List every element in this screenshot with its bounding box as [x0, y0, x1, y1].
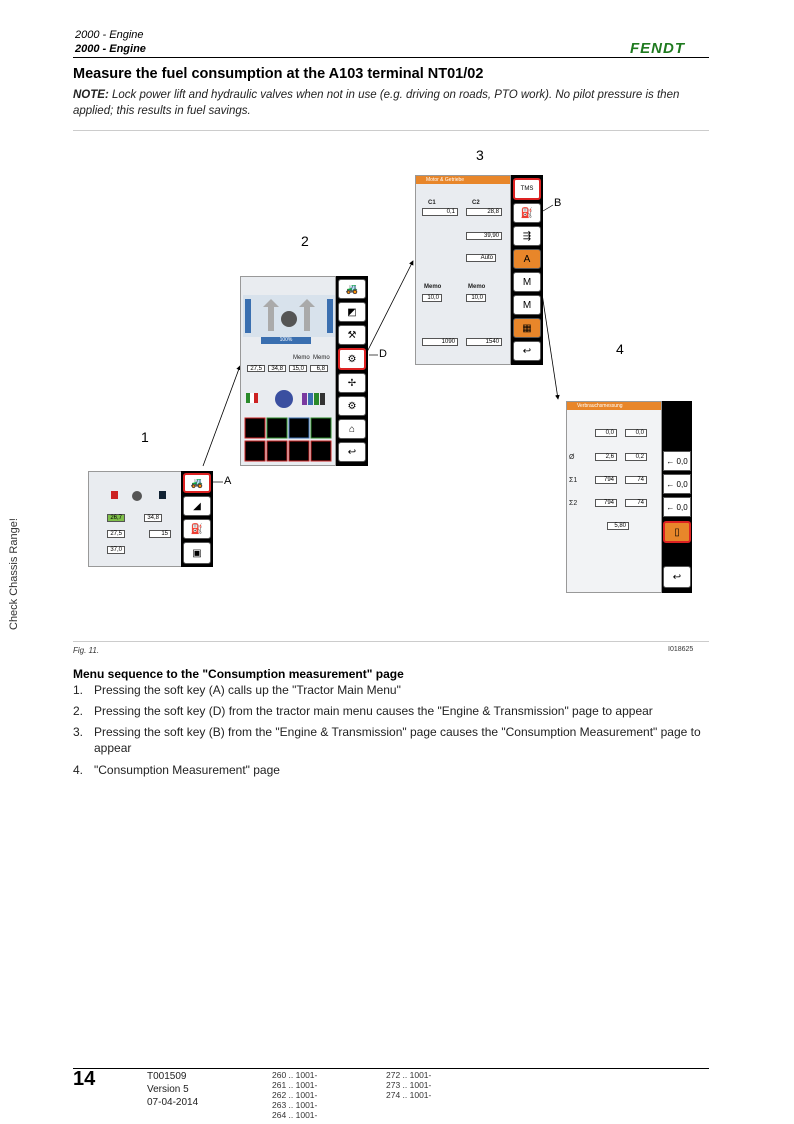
screen3-memo2-value: 10,0	[466, 294, 486, 302]
serial-range: 261 .. 1001-	[272, 1080, 318, 1090]
footer-serial-col-2	[386, 1070, 431, 1100]
screen2-memo-1: Memo	[293, 355, 310, 361]
valve-grid	[244, 417, 334, 463]
screen-3-engine-transmission	[415, 175, 511, 365]
list-item-number: 3.	[73, 725, 84, 739]
screen4-row0-b: 0,0	[625, 429, 647, 437]
screen4-avg-symbol: Ø	[569, 454, 575, 461]
screen3-memo1-value: 10,0	[422, 294, 442, 302]
screen3-memo-2: Memo	[468, 284, 486, 290]
footer-date: 07-04-2014	[147, 1097, 199, 1108]
screen3-c2-label: C2	[472, 200, 480, 206]
serial-range: 263 .. 1001-	[272, 1100, 318, 1110]
screen-2-tractor-menu	[240, 276, 336, 466]
screen3-auto-value: Auto	[466, 254, 496, 262]
lift-position-bar: 100%	[261, 337, 311, 344]
serial-range: 273 .. 1001-	[386, 1080, 432, 1090]
header-rule	[73, 57, 709, 58]
note-label: NOTE:	[73, 89, 109, 101]
screen4-row1-b: 0,2	[625, 453, 647, 461]
screen-4-softkeys	[662, 401, 692, 593]
footer-doc-number: T001509	[147, 1071, 187, 1082]
fendt-logo: FENDT	[630, 40, 685, 57]
arrow-2-to-3	[365, 261, 413, 356]
screen3-title-bar: Motor & Getriebe	[416, 176, 510, 184]
list-item	[73, 724, 709, 756]
list-item-number: 4.	[73, 763, 84, 777]
softkey-back-icon-3[interactable]: ↩	[513, 341, 541, 361]
screen-1-softkeys	[181, 471, 213, 567]
step-number-3: 3	[476, 147, 484, 163]
list-item-number: 1.	[73, 683, 84, 697]
softkey-back-icon-4[interactable]: ↩	[663, 566, 691, 588]
list-item-number: 2.	[73, 704, 84, 718]
softkey-b-consumption[interactable]: ⛽	[513, 203, 541, 223]
status-icon-row	[244, 387, 334, 409]
serial-range: 260 .. 1001-	[272, 1070, 318, 1080]
screen3-memo-1: Memo	[424, 284, 442, 290]
serial-range: 274 .. 1001-	[386, 1090, 432, 1100]
screen4-sum1-symbol: Σ1	[569, 477, 578, 484]
softkey-reset-sum1[interactable]: ← 0,0	[663, 474, 691, 494]
step-number-4: 4	[616, 341, 624, 357]
softkey-tractor-icon[interactable]: 🚜	[338, 279, 366, 299]
screen2-value-3: 15,0	[289, 365, 307, 372]
list-item-text: "Consumption Measurement" page	[94, 763, 280, 777]
callout-d: D	[379, 348, 387, 360]
page-title: Measure the fuel consumption at the A103 terminal NT01/02	[73, 66, 484, 82]
serial-range: 272 .. 1001-	[386, 1070, 432, 1080]
screen3-rpm-1: 1090	[422, 338, 458, 346]
screen2-memo-2: Memo	[313, 355, 330, 361]
list-item-text: Pressing the soft key (D) from the tractor main menu causes the "Engine & Transmission" page to appear	[94, 704, 653, 718]
softkey-d-engine-transmission[interactable]: ⚙	[338, 348, 366, 370]
screen-4-consumption-measurement	[566, 401, 662, 593]
section-title: Menu sequence to the "Consumption measurement" page	[73, 667, 404, 681]
callout-line-b	[543, 205, 553, 211]
screen4-title-bar: Verbrauchsmessung	[567, 402, 661, 410]
softkey-measure-toggle[interactable]: ▯	[663, 521, 691, 543]
softkey-back-icon[interactable]: ↩	[338, 442, 366, 462]
screen4-row3-b: 74	[625, 499, 647, 507]
callout-b: B	[554, 197, 562, 209]
screen4-row2-b: 74	[625, 476, 647, 484]
list-item	[73, 762, 709, 778]
softkey-rpm-icon[interactable]: ▦	[513, 318, 541, 338]
screen3-c2-value: 28,8	[466, 208, 502, 216]
footer-rule	[73, 1068, 709, 1069]
screen2-value-4: 6,8	[310, 365, 328, 372]
serial-range: 262 .. 1001-	[272, 1090, 318, 1100]
screen4-sum2-symbol: Σ2	[569, 500, 578, 507]
softkey-memo-icon-1[interactable]: M	[513, 272, 541, 292]
running-header-subsection: 2000 - Engine	[75, 43, 146, 55]
figure-caption: Fig. 11.	[73, 646, 100, 655]
softkey-reset-sum2[interactable]: ← 0,0	[663, 497, 691, 517]
screen2-value-1: 27,5	[247, 365, 265, 372]
screen4-row4: 5,80	[607, 522, 629, 530]
softkey-reset-avg[interactable]: ← 0,0	[663, 451, 691, 471]
screen-2-softkeys	[336, 276, 368, 466]
callout-a: A	[224, 475, 232, 487]
softkey-auto-icon[interactable]: A	[513, 249, 541, 269]
screen-3-softkeys	[511, 175, 543, 365]
footer-version: Version 5	[147, 1084, 189, 1095]
softkey-hydraulic-icon[interactable]: ⛽	[183, 519, 211, 539]
list-item	[73, 703, 709, 719]
screen1-value-4: 15	[149, 530, 171, 538]
figure-11	[73, 130, 709, 642]
screen3-c1-value: 0,1	[422, 208, 458, 216]
softkey-fuel-icon[interactable]: ▣	[183, 542, 211, 564]
footer-serial-col-1	[272, 1070, 317, 1120]
serial-range: 264 .. 1001-	[272, 1110, 318, 1120]
softkey-tms[interactable]: TMS	[513, 178, 541, 200]
running-header-section: 2000 - Engine	[75, 29, 144, 41]
softkey-transmission-icon[interactable]: ⇶	[513, 226, 541, 246]
list-item	[73, 682, 709, 698]
tractor-status-icons	[109, 488, 169, 506]
footer-doc-info	[147, 1070, 198, 1109]
softkey-settings-icon[interactable]: ⚙	[338, 396, 366, 416]
arrow-1-to-2	[203, 366, 240, 466]
list-item-text: Pressing the soft key (A) calls up the "Tractor Main Menu"	[94, 683, 401, 697]
lift-graphic	[243, 295, 335, 337]
screen1-value-5: 37,0	[107, 546, 125, 554]
list-item-text: Pressing the soft key (B) from the "Engine & Transmission" page causes the "Consumption Measurement" page to appear	[94, 725, 701, 755]
screen4-row1-a: 2,6	[595, 453, 617, 461]
softkey-a-tractor-menu[interactable]: 🚜	[183, 473, 211, 493]
screen4-row2-a: 794	[595, 476, 617, 484]
note-text: Lock power lift and hydraulic valves when not in use (e.g. driving on roads, PTO work). No pilot pressure is then applied; this results in fuel savings.	[73, 89, 680, 117]
softkey-memo-icon-2[interactable]: M	[513, 295, 541, 315]
screen3-c1-label: C1	[428, 200, 436, 206]
screen1-value-2: 34,8	[144, 514, 162, 522]
screen4-row0-a: 0,0	[595, 429, 617, 437]
figure-id: I018625	[668, 646, 694, 653]
screen1-value-3: 27,5	[107, 530, 125, 538]
step-number-1: 1	[141, 429, 149, 445]
softkey-implement-icon[interactable]: ◩	[338, 302, 366, 322]
screen3-rpm-2: 1540	[466, 338, 502, 346]
screen2-value-2: 34,8	[268, 365, 286, 372]
side-label: Check Chassis Range!	[8, 518, 20, 630]
softkey-tool-icon[interactable]: ⚒	[338, 325, 366, 345]
screen3-speed-value: 39,90	[466, 232, 502, 240]
note-paragraph	[73, 87, 709, 119]
page-number: 14	[73, 1068, 96, 1090]
screen-1-main	[88, 471, 182, 567]
softkey-fan-icon[interactable]: ✢	[338, 373, 366, 393]
screen1-value-1: 26,7	[107, 514, 125, 522]
softkey-home-icon[interactable]: ⌂	[338, 419, 366, 439]
step-number-2: 2	[301, 233, 309, 249]
softkey-hitch-icon[interactable]: ◢	[183, 496, 211, 516]
screen4-row3-a: 794	[595, 499, 617, 507]
